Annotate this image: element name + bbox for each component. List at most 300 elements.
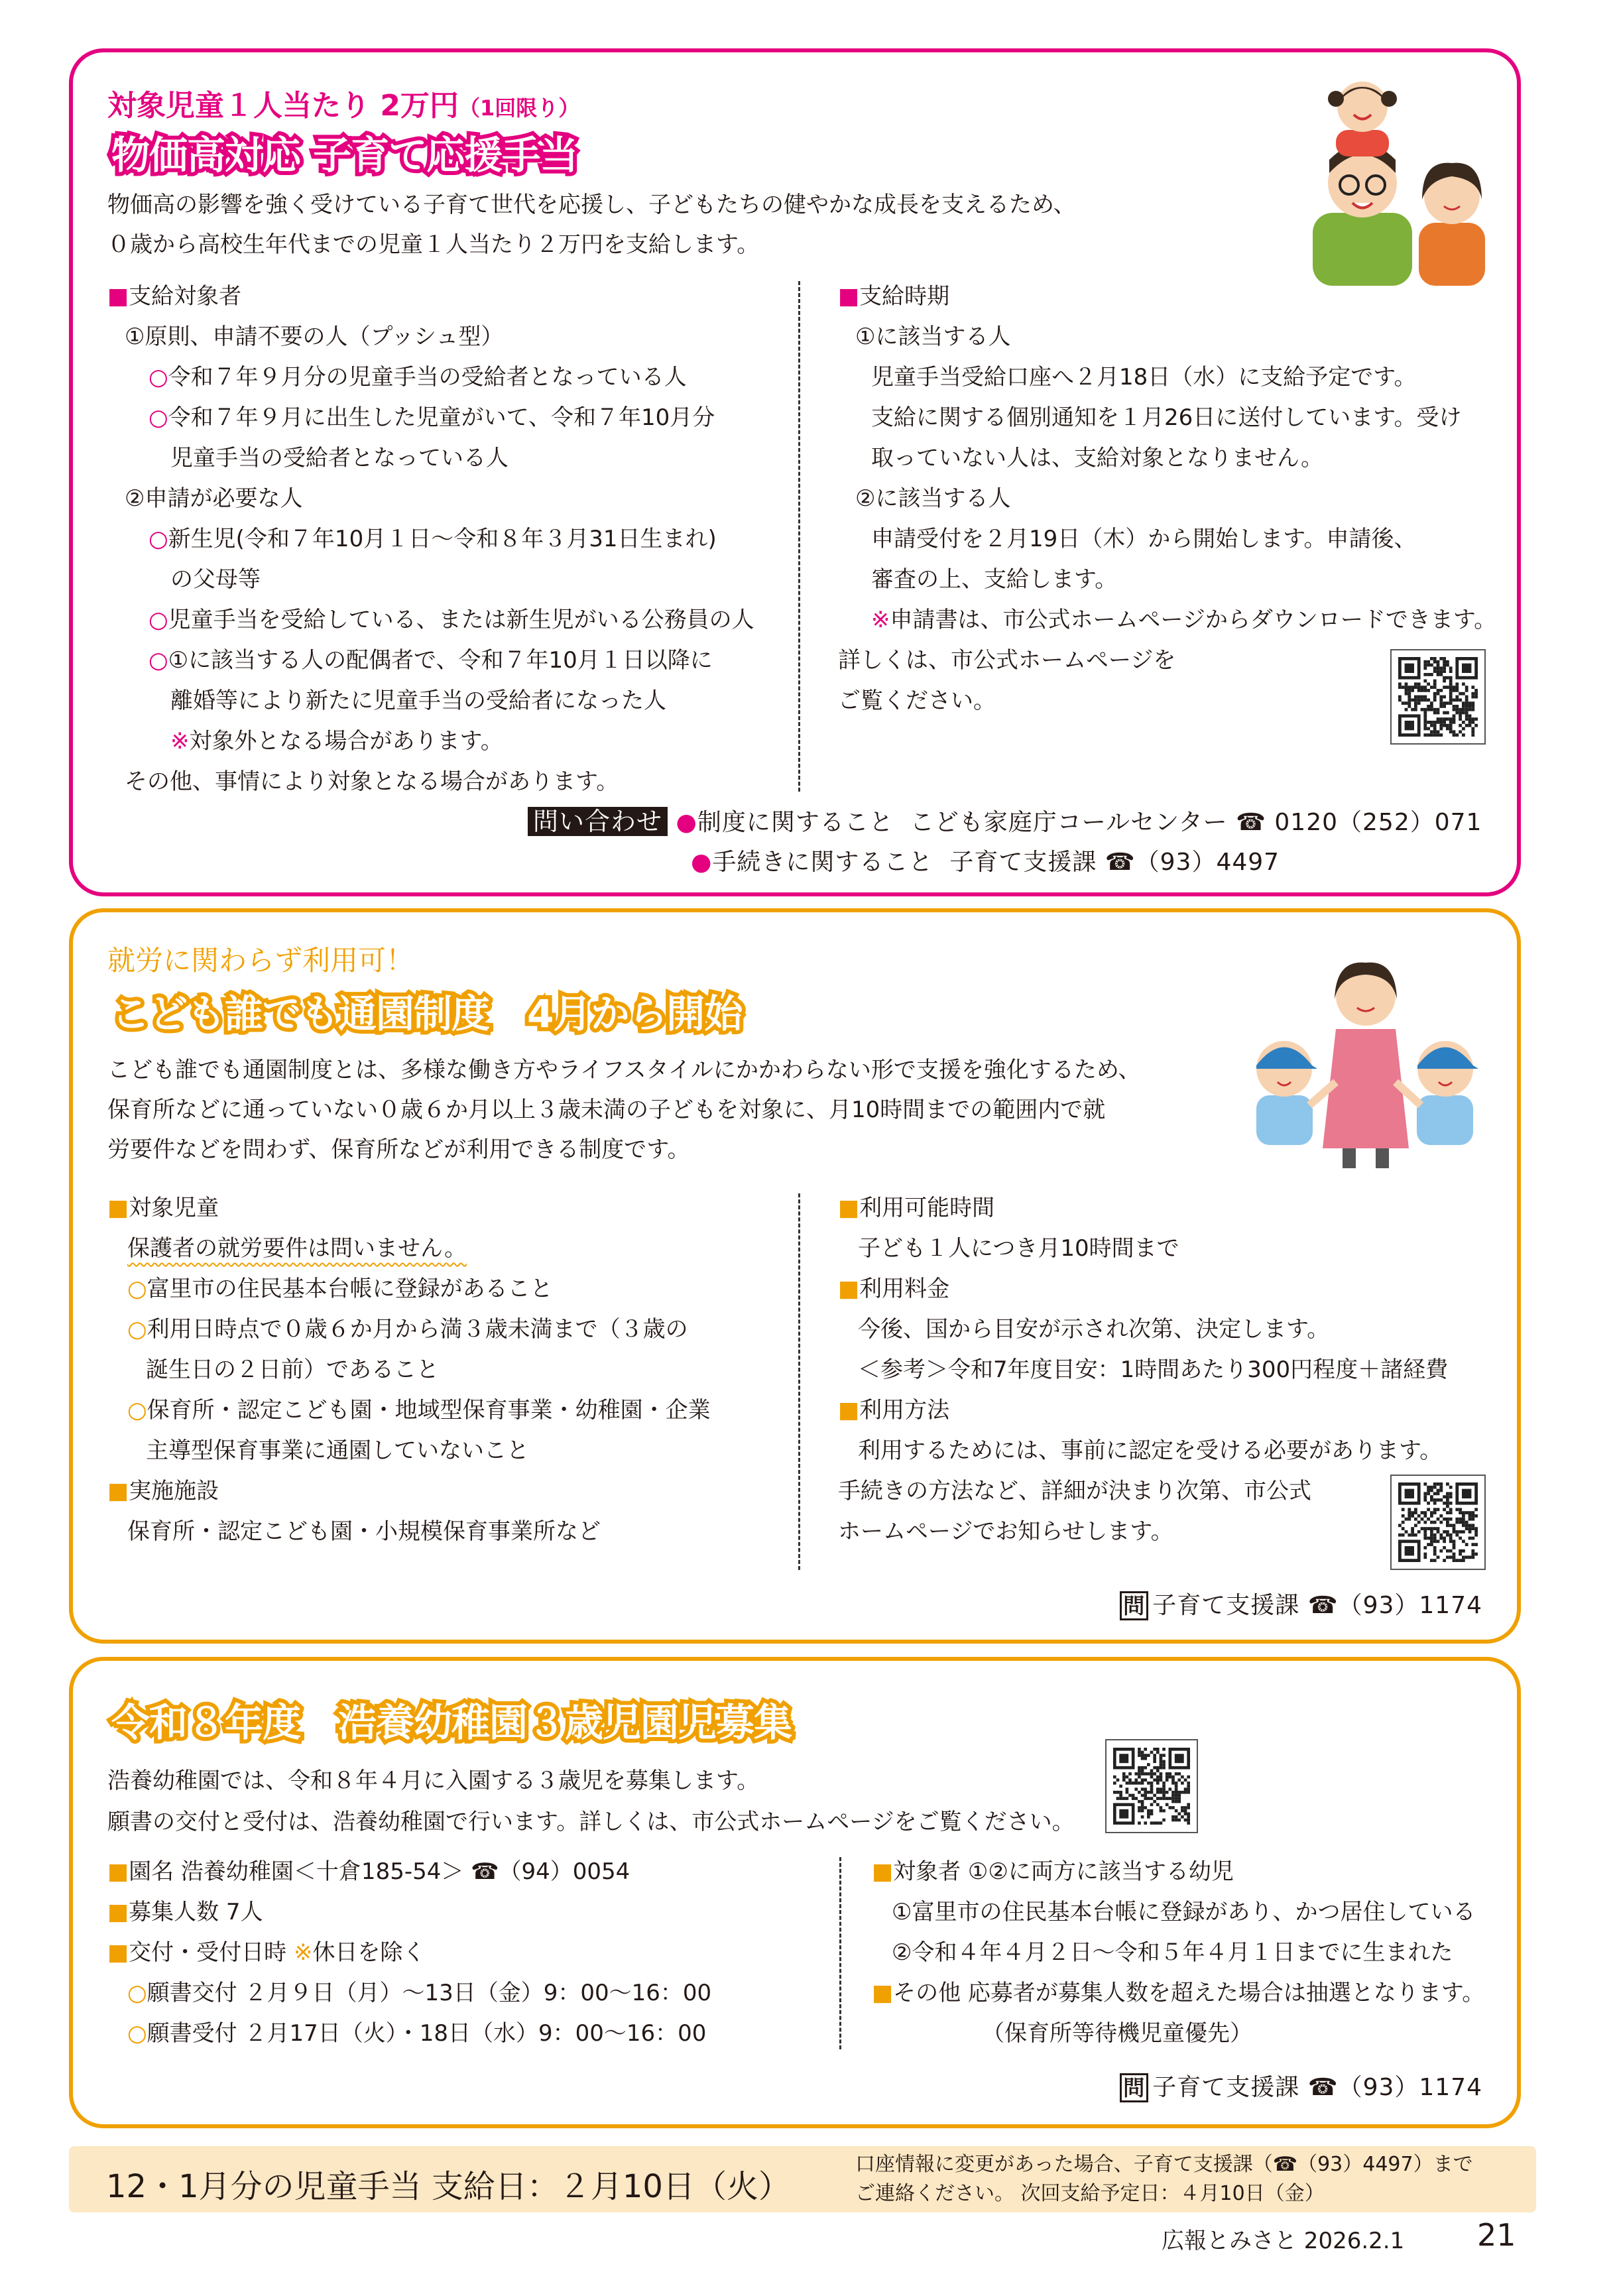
qr-finder (1462, 664, 1471, 673)
qr-module (1128, 1778, 1132, 1782)
qr-module (1437, 692, 1440, 695)
qr-module (1427, 721, 1430, 724)
qr-module (1439, 1486, 1443, 1489)
bullet-marker: ※ (293, 1939, 313, 1966)
qr-module (1468, 1527, 1472, 1530)
qr-module (1411, 1530, 1414, 1534)
qr-module (1439, 1537, 1443, 1540)
contact-phone[interactable]: （93）1174 (1338, 1592, 1482, 1619)
bullet-marker: ■ (838, 283, 860, 310)
qr-module (1134, 1782, 1138, 1785)
qr-module (1417, 682, 1421, 686)
qr-module (1453, 717, 1456, 721)
qr-module (1414, 698, 1417, 701)
qr-module (1433, 682, 1437, 686)
qr-module (1449, 730, 1453, 733)
qr-code[interactable] (1390, 649, 1486, 745)
qr-module (1437, 730, 1440, 733)
qr-module (1181, 1782, 1184, 1785)
qr-module (1433, 660, 1437, 664)
qr-module (1138, 1806, 1141, 1809)
qr-module (1443, 670, 1446, 673)
qr-module (1433, 727, 1437, 731)
qr-module (1423, 1492, 1427, 1495)
qr-module (1160, 1763, 1163, 1766)
qr-module (1443, 660, 1446, 664)
qr-module (1141, 1809, 1144, 1813)
column-divider (798, 281, 800, 792)
note-line: 口座情報に変更があった場合、子育て支援課（☎（93）4497）まで (855, 2153, 1473, 2176)
qr-module (1144, 1754, 1147, 1757)
qr-module (1439, 705, 1443, 708)
qr-module (1160, 1821, 1163, 1825)
line-text: 利用するためには、事前に認定を受ける必要があります。 (858, 1437, 1443, 1464)
qr-module (1160, 1778, 1163, 1782)
qr-module (1433, 1553, 1437, 1556)
qr-module (1156, 1787, 1160, 1791)
line-text: 願書受付 ２月17日（火）・18日（水）9：00～16：00 (147, 2020, 707, 2047)
qr-module (1423, 1482, 1427, 1486)
line-text: 富里市の住民基本台帳に登録があること (147, 1276, 553, 1302)
qr-module (1471, 1537, 1474, 1540)
qr-module (1474, 689, 1478, 692)
qr-module (1156, 1782, 1160, 1785)
text-line (838, 519, 1496, 560)
text-line (838, 1471, 1448, 1512)
usage-details-column (838, 1188, 1448, 1552)
qr-module (1449, 692, 1453, 695)
qr-module (1453, 1527, 1456, 1530)
contact-org: 子育て支援課 (1152, 1592, 1300, 1619)
qr-module (1439, 689, 1443, 692)
qr-module (1414, 1511, 1417, 1514)
qr-module (1427, 1489, 1430, 1492)
qr-module (1144, 1778, 1147, 1782)
bullet-marker: ■ (107, 1478, 129, 1504)
qr-module (1134, 1787, 1138, 1791)
qr-module (1119, 1797, 1122, 1800)
text-line (838, 317, 1496, 357)
qr-module (1181, 1815, 1184, 1819)
line-text: ②申請が必要な人 (125, 485, 303, 512)
qr-module (1153, 1778, 1156, 1782)
qr-module (1437, 666, 1440, 670)
qr-module (1462, 733, 1465, 737)
qr-module (1474, 695, 1478, 699)
line-text: （保育所等待機児童優先） (982, 2020, 1252, 2047)
line-text: その他、事情により対象となる場合があります。 (125, 768, 619, 795)
qr-module (1437, 1540, 1440, 1543)
qr-module (1144, 1794, 1147, 1797)
qr-module (1184, 1791, 1187, 1794)
qr-module (1439, 673, 1443, 676)
intro-line: 保育所などに通っていない０歳６か月以上３歳未満の子どもを対象に、月10時間までの範囲内で就 (107, 1097, 1106, 1123)
qr-module (1427, 705, 1430, 708)
qr-module (1459, 698, 1462, 701)
qr-module (1446, 1495, 1449, 1498)
qr-module (1414, 1524, 1417, 1527)
qr-module (1437, 1555, 1440, 1559)
qr-module (1455, 705, 1459, 708)
qr-module (1162, 1754, 1166, 1757)
qr-module (1119, 1794, 1122, 1797)
bullet-marker: ■ (838, 1276, 860, 1302)
qr-module (1459, 714, 1462, 717)
qr-module (1169, 1806, 1172, 1809)
qr-module (1455, 1534, 1459, 1537)
qr-module (1468, 717, 1472, 721)
qr-module (1449, 1549, 1453, 1553)
qr-module (1465, 1543, 1468, 1546)
qr-module (1184, 1806, 1187, 1809)
qr-module (1150, 1803, 1154, 1807)
qr-module (1175, 1815, 1178, 1819)
qr-module (1160, 1787, 1163, 1791)
qr-module (1162, 1819, 1166, 1822)
bullet-marker: ※ (871, 607, 890, 633)
qr-module (1405, 692, 1408, 695)
intro-line: こども誰でも通園制度とは、多様な働き方やライフスタイルにかかわらない形で支援を強化するため、 (107, 1057, 1141, 1083)
qr-module (1430, 708, 1433, 711)
qr-module (1175, 1782, 1178, 1785)
qr-module (1144, 1821, 1147, 1825)
qr-module (1449, 724, 1453, 727)
qr-module (1150, 1776, 1154, 1779)
qr-code[interactable] (1105, 1739, 1198, 1833)
contact-org: 子育て支援課 (949, 849, 1097, 876)
qr-module (1471, 695, 1474, 699)
qr-module (1430, 686, 1433, 689)
bullet-marker: ■ (838, 1397, 860, 1423)
qr-module (1443, 1540, 1446, 1543)
qr-module (1160, 1772, 1163, 1776)
qr-module (1462, 721, 1465, 724)
qr-module (1449, 686, 1453, 689)
qr-module (1433, 1534, 1437, 1537)
line-text: 保育所・認定こども園・小規模保育事業所など (127, 1518, 601, 1545)
qr-module (1162, 1797, 1166, 1800)
line-text: 交付・受付日時 (129, 1939, 294, 1966)
qr-module (1187, 1785, 1190, 1788)
qr-module (1414, 708, 1417, 711)
qr-module (1153, 1794, 1156, 1797)
qr-module (1427, 664, 1430, 667)
qr-module (1411, 689, 1414, 692)
column-divider (839, 1857, 841, 2049)
qr-module (1455, 1521, 1459, 1524)
qr-module (1162, 1748, 1166, 1751)
qr-module (1455, 698, 1459, 701)
qr-module (1462, 692, 1465, 695)
qr-module (1433, 1537, 1437, 1540)
qr-module (1411, 1511, 1414, 1514)
qr-module (1443, 1530, 1446, 1534)
qr-module (1433, 1527, 1437, 1530)
qr-finder (1405, 1546, 1414, 1555)
qr-module (1449, 1495, 1453, 1498)
qr-module (1405, 1530, 1408, 1534)
contact-org: こども家庭庁コールセンター (910, 809, 1228, 836)
qr-module (1471, 730, 1474, 733)
qr-module (1184, 1812, 1187, 1815)
qr-module (1430, 1514, 1433, 1518)
qr-module (1398, 686, 1402, 689)
qr-module (1437, 689, 1440, 692)
qr-module (1449, 701, 1453, 705)
qr-module (1160, 1776, 1163, 1779)
qr-module (1423, 1534, 1427, 1537)
qr-module (1474, 1534, 1478, 1537)
qr-module (1177, 1819, 1181, 1822)
qr-module (1433, 1521, 1437, 1524)
qr-module (1141, 1757, 1144, 1760)
line-text: 休日を除く (312, 1939, 426, 1966)
text-line (107, 438, 754, 479)
line-text: ①原則、申請不要の人（プッシュ型） (125, 324, 504, 350)
text-line (838, 398, 1496, 438)
text-line (107, 1269, 711, 1309)
intro-line: 願書の交付と受付は、浩養幼稚園で行います。詳しくは、市公式ホームページをご覧ください。 (107, 1809, 1075, 1835)
qr-module (1153, 1800, 1156, 1803)
qr-module (1147, 1791, 1150, 1794)
qr-module (1175, 1787, 1178, 1791)
intro-text (107, 1760, 1075, 1843)
qr-module (1446, 1549, 1449, 1553)
qr-module (1437, 721, 1440, 724)
qr-module (1465, 686, 1468, 689)
qr-module (1187, 1812, 1190, 1815)
bullet-icon: ● (676, 809, 697, 836)
line-text: 保護者の就労要件は問いません。 (127, 1235, 467, 1262)
qr-module (1459, 724, 1462, 727)
qr-module (1427, 1486, 1430, 1489)
qr-module (1138, 1782, 1141, 1785)
qr-module (1433, 1540, 1437, 1543)
section-title: 令和８年度 浩養幼稚園３歳児園児募集 (111, 1700, 792, 1745)
qr-module (1421, 686, 1424, 689)
qr-module (1443, 705, 1446, 708)
eligible-children-column (107, 1188, 711, 1552)
payment-note (855, 2150, 1473, 2208)
qr-module (1433, 695, 1437, 699)
qr-module (1433, 1511, 1437, 1514)
text-line (838, 1229, 1448, 1269)
qr-module (1446, 664, 1449, 667)
qr-module (1437, 1489, 1440, 1492)
text-line (838, 1309, 1448, 1350)
qr-module (1453, 1546, 1456, 1549)
qr-module (1449, 717, 1453, 721)
qr-module (1471, 1527, 1474, 1530)
qr-module (1156, 1791, 1160, 1794)
subtitle-note: （1回限り） (458, 95, 580, 121)
contact-info (528, 802, 1482, 882)
text-line (872, 1973, 1484, 2014)
phone-icon: ☎ (1105, 849, 1136, 876)
qr-module (1147, 1815, 1150, 1819)
qr-module (1171, 1797, 1175, 1800)
qr-module (1459, 692, 1462, 695)
qr-module (1468, 1524, 1472, 1527)
qr-module (1162, 1763, 1166, 1766)
qr-module (1468, 724, 1472, 727)
qr-module (1437, 664, 1440, 667)
qr-module (1453, 1543, 1456, 1546)
qr-module (1433, 1546, 1437, 1549)
qr-module (1162, 1794, 1166, 1797)
qr-module (1449, 695, 1453, 699)
qr-module (1430, 1511, 1433, 1514)
qr-finder (1175, 1754, 1184, 1763)
qr-module (1160, 1754, 1163, 1757)
qr-module (1162, 1785, 1166, 1788)
qr-module (1166, 1797, 1169, 1800)
line-text: 申請書は、市公式ホームページからダウンロードできます。 (890, 607, 1497, 633)
qr-module (1156, 1821, 1160, 1825)
qr-module (1449, 1540, 1453, 1543)
qr-module (1437, 1530, 1440, 1534)
qr-module (1449, 666, 1453, 670)
qr-module (1449, 680, 1453, 683)
qr-module (1437, 673, 1440, 676)
qr-module (1184, 1787, 1187, 1791)
qr-module (1471, 705, 1474, 708)
qr-module (1126, 1791, 1129, 1794)
qr-module (1423, 1521, 1427, 1524)
qr-module (1468, 1511, 1472, 1514)
qr-module (1132, 1797, 1135, 1800)
line-text: 詳しくは、市公式ホームページを (838, 647, 1176, 674)
qr-module (1423, 686, 1427, 689)
qr-module (1439, 733, 1443, 737)
qr-module (1177, 1800, 1181, 1803)
qr-module (1187, 1806, 1190, 1809)
qr-module (1423, 698, 1427, 701)
phone-icon: ☎ (1307, 2074, 1339, 2101)
qr-module (1144, 1791, 1147, 1794)
inquiry-label: 問い合わせ (528, 807, 668, 836)
qr-module (1430, 705, 1433, 708)
qr-module (1433, 686, 1437, 689)
qr-code-image (1398, 1482, 1478, 1562)
qr-module (1462, 1518, 1465, 1521)
qr-module (1147, 1797, 1150, 1800)
line-text: 実施施設 (129, 1478, 219, 1504)
qr-module (1126, 1797, 1129, 1800)
text-line (838, 1188, 1448, 1229)
qr-module (1459, 1553, 1462, 1556)
qr-module (1147, 1754, 1150, 1757)
qr-module (1150, 1821, 1154, 1825)
qr-module (1166, 1772, 1169, 1776)
qr-module (1430, 1495, 1433, 1498)
section-title: 物価高対応 子育て応援手当 (111, 133, 578, 178)
qr-module (1443, 1559, 1446, 1562)
qr-module (1134, 1772, 1138, 1776)
text-line (107, 640, 754, 681)
qr-module (1455, 682, 1459, 686)
line-text: 児童手当を受給している、または新生児がいる公務員の人 (168, 607, 754, 633)
qr-module (1423, 695, 1427, 699)
qr-module (1150, 1782, 1154, 1785)
qr-module (1462, 1540, 1465, 1543)
qr-module (1171, 1776, 1175, 1779)
qr-module (1138, 1800, 1141, 1803)
childcare-for-all-section (69, 908, 1521, 1644)
qr-module (1471, 733, 1474, 737)
qr-module (1462, 711, 1465, 715)
qr-module (1443, 1495, 1446, 1498)
qr-module (1427, 660, 1430, 664)
qr-module (1423, 1527, 1427, 1530)
qr-module (1187, 1791, 1190, 1794)
qr-module (1141, 1787, 1144, 1791)
text-line (107, 276, 754, 317)
qr-module (1462, 1549, 1465, 1553)
qr-module (1459, 711, 1462, 715)
qr-module (1150, 1751, 1154, 1754)
qr-module (1144, 1748, 1147, 1751)
qr-module (1407, 692, 1411, 695)
qr-module (1407, 695, 1411, 699)
qr-module (1433, 724, 1437, 727)
qr-module (1177, 1772, 1181, 1776)
qr-module (1407, 1508, 1411, 1511)
line-text: 取っていない人は、支給対象となりません。 (871, 445, 1324, 471)
qr-module (1156, 1803, 1160, 1807)
line-text: 対象者 ①②に両方に該当する幼児 (893, 1858, 1234, 1885)
contact-phone[interactable]: （93）4497 (1135, 849, 1280, 876)
qr-code[interactable] (1390, 1475, 1486, 1570)
contact-phone[interactable]: （93）1174 (1338, 2074, 1482, 2101)
qr-module (1128, 1794, 1132, 1797)
qr-module (1162, 1766, 1166, 1770)
qr-module (1141, 1769, 1144, 1772)
qr-module (1449, 721, 1453, 724)
intro-text (107, 1050, 1141, 1170)
qr-module (1446, 1555, 1449, 1559)
qr-module (1427, 698, 1430, 701)
text-line (107, 1892, 711, 1933)
qr-module (1453, 689, 1456, 692)
subtitle-text: 対象児童１人当たり 2万円 (107, 89, 459, 123)
bullet-marker: ■ (838, 1195, 860, 1221)
qr-module (1150, 1769, 1154, 1772)
bullet-marker: ■ (872, 1980, 894, 2006)
line-text: 児童手当受給口座へ２月18日（水）に支給予定です。 (871, 364, 1417, 391)
qr-module (1160, 1809, 1163, 1813)
qr-module (1471, 717, 1474, 721)
qr-module (1116, 1791, 1120, 1794)
qr-module (1138, 1809, 1141, 1813)
contact-info (1120, 1586, 1482, 1626)
qr-module (1405, 1518, 1408, 1521)
qr-module (1465, 714, 1468, 717)
qr-module (1184, 1778, 1187, 1782)
bullet-marker: ○ (149, 364, 168, 391)
qr-module (1474, 1508, 1478, 1511)
qr-module (1462, 682, 1465, 686)
text-line (838, 1512, 1448, 1552)
qr-module (1443, 717, 1446, 721)
qr-module (1471, 1518, 1474, 1521)
qr-module (1171, 1794, 1175, 1797)
contact-phone[interactable]: 0120（252）071 (1274, 809, 1482, 836)
qr-module (1169, 1776, 1172, 1779)
qr-module (1437, 1527, 1440, 1530)
qr-module (1407, 1514, 1411, 1518)
qr-module (1437, 708, 1440, 711)
